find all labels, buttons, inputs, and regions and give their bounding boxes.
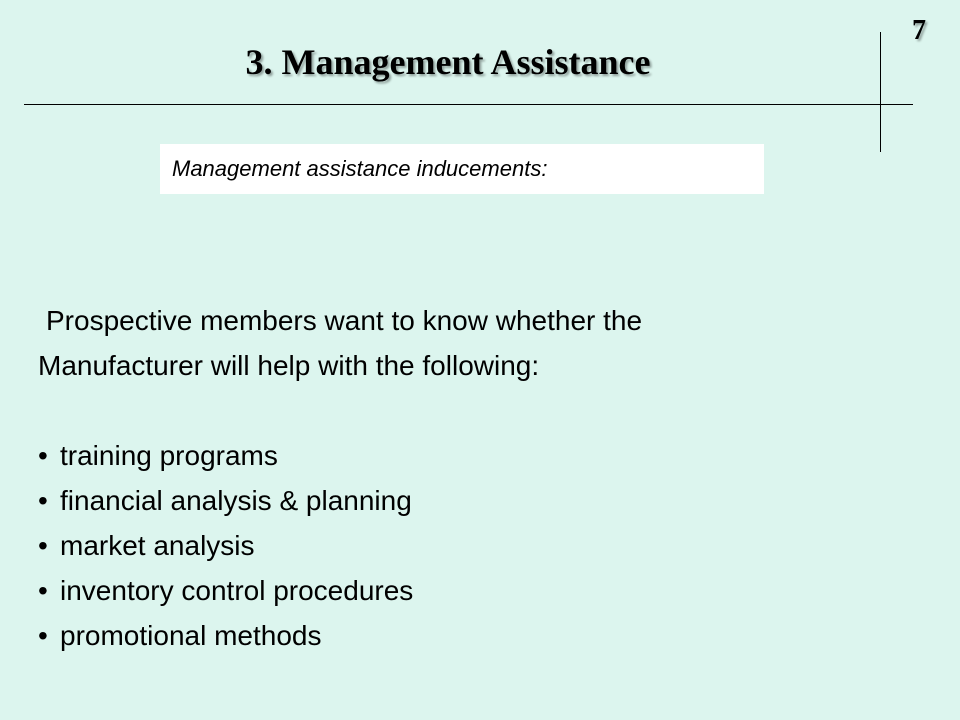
bullet-text: inventory control procedures: [60, 575, 414, 606]
subtitle-text: Management assistance inducements:: [172, 156, 548, 181]
bullet-list: [38, 433, 918, 658]
bullet-icon: •: [38, 530, 48, 561]
title-divider-vertical: [880, 32, 881, 152]
bullet-text: training programs: [60, 440, 278, 471]
bullet-item: [38, 568, 918, 613]
bullet-text: promotional methods: [60, 620, 322, 651]
bullet-item: [38, 613, 918, 658]
bullet-item: [38, 433, 918, 478]
bullet-icon: •: [38, 485, 48, 516]
subtitle-box: [160, 144, 764, 194]
intro-line-2: Manufacturer will help with the following:: [38, 350, 540, 381]
bullet-icon: •: [38, 575, 48, 606]
bullet-icon: •: [38, 440, 48, 471]
bullet-icon: •: [38, 620, 48, 651]
intro-line-1: Prospective members want to know whether the: [46, 305, 643, 336]
bullet-item: [38, 478, 918, 523]
bullet-text: market analysis: [60, 530, 255, 561]
body-content: [38, 298, 918, 658]
bullet-item: [38, 523, 918, 568]
bullet-text: financial analysis & planning: [60, 485, 412, 516]
slide-number: 7: [912, 15, 926, 46]
intro-paragraph: [38, 298, 918, 388]
title-divider-horizontal: [24, 104, 913, 105]
slide-title: 3. Management Assistance: [245, 42, 651, 82]
